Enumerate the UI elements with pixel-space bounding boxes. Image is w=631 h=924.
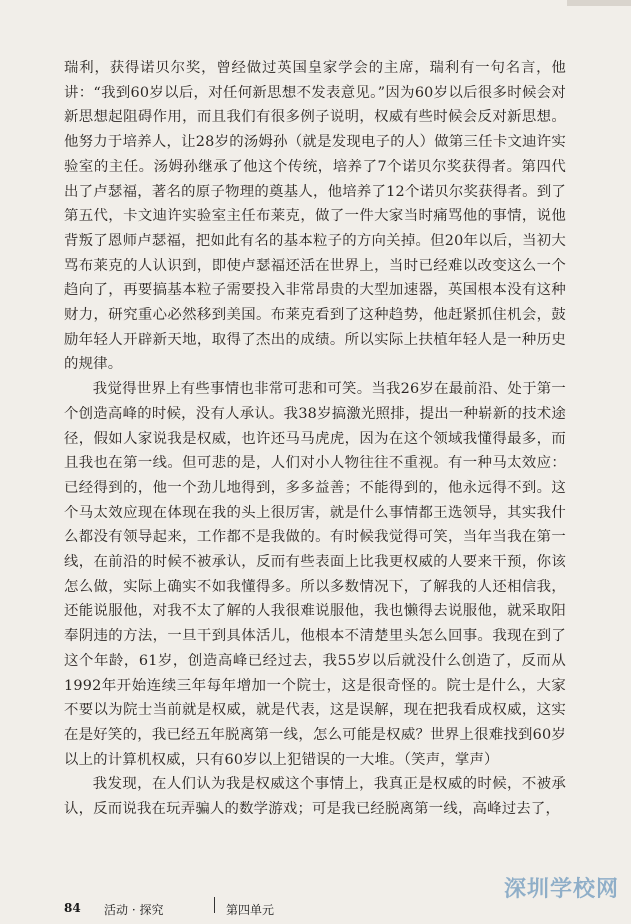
page-number: 84: [64, 901, 81, 915]
paragraph-1: 瑞利，获得诺贝尔奖，曾经做过英国皇家学会的主席，瑞利有一句名言，他讲：“我到60岁以后，对任何新思想不发表意见。”因为60岁以后很多时候会对新思想起阻碍作用，而且我们有很多例子说明，权威有些时候会反对新思想。他努力于培养人，让28岁的汤姆孙（就是发现电子的人）做第三任卡文迪许实验室的主任。汤姆孙继承了他这个传统，培养了7个诺贝尔奖获得者。第四代出了卢瑟福，著名的原子物理的奠基人，他培养了12个诺贝尔奖获得者。到了第五代，卡文迪许实验室主任布莱克，做了一件大家当时痛骂他的事情，说他背叛了恩师卢瑟福，把如此有名的基本粒子的方向关掉。但20年以后，当初大骂布莱克的人认识到，即使卢瑟福还活在世界上，当时已经难以改变这么一个趋向了，再要搞基本粒子需要投入非常昂贵的大型加速器，英国根本没有这种财力，研究重心必然移到美国。布莱克看到了这种趋势，他赶紧抓住机会，鼓励年轻人开辟新天地，取得了杰出的成绩。所以实际上扶植年轻人是一种历史的规律。: [64, 60, 566, 373]
paragraph-3: 我发现，在人们认为我是权威这个事情上，我真正是权威的时候，不被承认，反而说我在玩弄骗人的数学游戏；可是我已经脱离第一线，高峰过去了，: [64, 776, 566, 818]
footer-unit-label: 第四单元: [226, 903, 275, 917]
watermark: 深圳学校网: [503, 877, 619, 902]
page-body: [64, 56, 566, 822]
footer-divider: [214, 897, 215, 913]
page-tab-corner: [567, 0, 631, 6]
footer-section-label: 活动 · 探究: [104, 903, 164, 917]
paragraph-2: 我觉得世界上有些事情也非常可悲和可笑。当我26岁在最前沿、处于第一个创造高峰的时候，没有人承认。我38岁搞激光照排，提出一种崭新的技术途径，假如人家说我是权威，也许还马马虎虎，因为在这个领域我懂得最多，而且我也在第一线。但可悲的是，人们对小人物往往不重视。有一种马太效应：已经得到的，他一个劲儿地得到，多多益善；不能得到的，他永远得不到。这个马太效应现在体现在我的头上很厉害，就是什么事情都王选领导，其实我什么都没有领导起来，工作都不是我做的。有时候我觉得可笑，当年当我在第一线，在前沿的时候不被承认，反而有些表面上比我更权威的人要来干预，你该怎么做，实际上确实不如我懂得多。所以多数情况下，了解我的人还相信我，还能说服他，对我不太了解的人我很难说服他，我也懒得去说服他，就采取阳奉阴违的方法，一旦干到具体活儿，他根本不清楚里头怎么回事。我现在到了这个年龄，61岁，创造高峰已经过去，我55岁以后就没什么创造了，反而从1992年开始连续三年每年增加一个院士，这是很奇怪的。院士是什么，大家不要以为院士当前就是权威，就是代表，这是误解，现在把我看成权威，这实在是好笑的，我已经五年脱离第一线，怎么可能是权威？世界上很难找到60岁以上的计算机权威，只有60岁以上犯错误的一大堆。（笑声，掌声）: [64, 381, 566, 768]
